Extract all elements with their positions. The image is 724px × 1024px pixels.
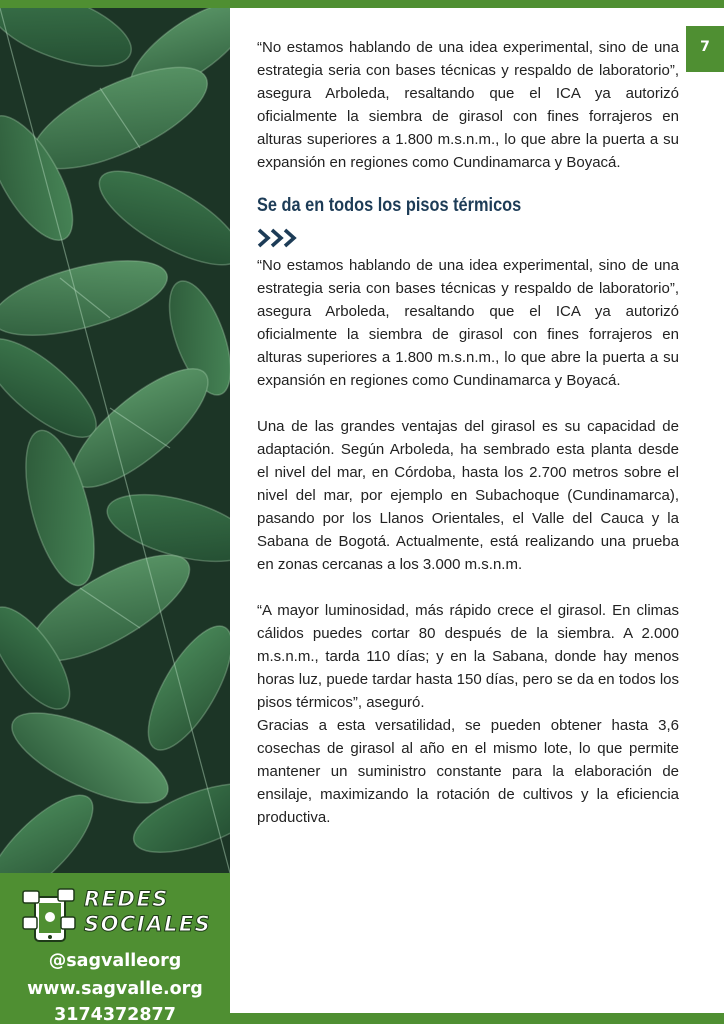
paragraph-1: “No estamos hablando de una idea experimental, sino de una estrategia seria con bases técnicas y respaldo de laboratorio”, asegura Arboleda, resaltando que el ICA ya autorizó oficialmente la siembra de girasol con fines forrajeros en alturas superiores a 1.800 m.s.n.m., lo que abre la puerta a su expansión en regiones como Cundinamarca y Boyacá. xyxy=(257,39,679,171)
paragraph-5: Gracias a esta versatilidad, se pueden obtener hasta 3,6 cosechas de girasol al año en el mismo lote, lo que permite mantener un suministro constante para la elaboración de ensilaje, maximizando la rotación de cultivos y la eficiencia productiva. xyxy=(257,717,679,826)
social-title xyxy=(84,887,211,937)
paragraph-3: Una de las grandes ventajas del girasol es su capacidad de adaptación. Según Arboleda, ha sembrado esta planta desde el nivel del mar, en Córdoba, hasta los 2.700 metros sobre el nivel del mar, por ejemplo en Subachoque (Cundinamarca), pasando por los Llanos Orientales, el Valle del Cauca y la Sabana de Bogotá. Actualmente, está realizando una prueba en zonas cercanas a los 3.000 m.s.n.m. xyxy=(257,418,679,573)
social-handle: @sagvalleorg xyxy=(48,951,182,971)
social-media-icon xyxy=(22,887,76,945)
bottom-accent-bar xyxy=(230,1013,724,1024)
paragraph-4: “A mayor luminosidad, más rápido crece el girasol. En climas cálidos puedes cortar 80 después de la siembra. A 2.000 m.s.n.m., tarda 110 días; y en la Sabana, donde hay menos horas luz, puede tardar hasta 150 días, pero se da en todos los pisos térmicos”, aseguró. xyxy=(257,602,679,711)
top-accent-bar xyxy=(0,0,724,8)
social-media-box xyxy=(0,873,230,1024)
paragraph-2: “No estamos hablando de una idea experimental, sino de una estrategia seria con bases técnicas y respaldo de laboratorio”, asegura Arboleda, resaltando que el ICA ya autorizó oficialmente la siembra de girasol con fines forrajeros en alturas superiores a 1.800 m.s.n.m., lo que abre la puerta a su expansión en regiones como Cundinamarca y Boyacá. xyxy=(257,257,679,389)
section-heading: Se da en todos los pisos térmicos xyxy=(257,195,522,216)
sidebar xyxy=(0,8,230,1024)
website-link[interactable]: www.sagvalle.org xyxy=(27,979,203,999)
chevrons-icon xyxy=(257,226,679,250)
social-title-line-1: REDES xyxy=(84,887,169,911)
page-number: 7 xyxy=(686,26,724,72)
social-title-line-2: SOCIALES xyxy=(84,912,212,936)
leaves-photo xyxy=(0,8,230,873)
phone-number: 3174372877 xyxy=(54,1005,176,1024)
article-body xyxy=(257,36,679,829)
